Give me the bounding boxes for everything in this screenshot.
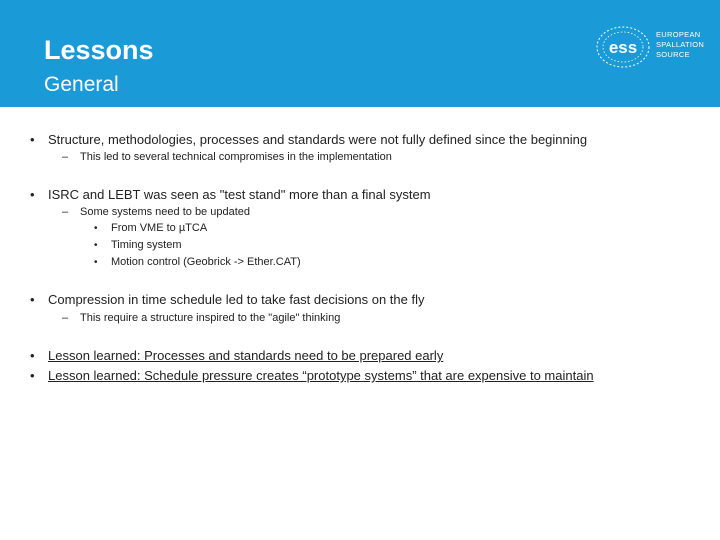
bullet-marker: • <box>30 132 35 147</box>
logo-line-1: EUROPEAN <box>656 30 701 39</box>
dot-marker: • <box>94 240 98 251</box>
dash-marker: – <box>62 312 69 324</box>
list-item: ISRC and LEBT was seen as "test stand" more than a final system <box>48 187 431 202</box>
header-band <box>0 0 720 107</box>
bullet-marker: • <box>30 348 35 363</box>
page-subtitle: General <box>44 73 119 96</box>
ess-logo-icon <box>594 22 654 72</box>
bullet-marker: • <box>30 368 35 383</box>
sub-item: This require a structure inspired to the "agile" thinking <box>80 312 341 324</box>
logo-line-3: SOURCE <box>656 50 690 59</box>
dot-marker: • <box>94 223 98 234</box>
logo-wordmark <box>656 30 704 60</box>
dash-marker: – <box>62 206 69 218</box>
list-item: Structure, methodologies, processes and standards were not fully defined since the beginning <box>48 132 588 147</box>
bullet-marker: • <box>30 187 35 202</box>
bullet-marker: • <box>30 292 35 307</box>
dash-marker: – <box>62 151 69 163</box>
sub-item: This led to several technical compromises in the implementation <box>80 151 392 163</box>
dot-marker: • <box>94 257 98 268</box>
ess-logo <box>594 22 709 72</box>
lesson-learned-item: Lesson learned: Schedule pressure creates “prototype systems” that are expensive to maintain <box>48 368 594 383</box>
lesson-learned-item: Lesson learned: Processes and standards need to be prepared early <box>48 348 444 363</box>
sub-sub-item: Timing system <box>111 239 182 251</box>
sub-item: Some systems need to be updated <box>80 206 250 218</box>
list-item: Compression in time schedule led to take fast decisions on the fly <box>48 292 425 307</box>
sub-sub-item: From VME to µTCA <box>111 222 208 234</box>
sub-sub-item: Motion control (Geobrick -> Ether.CAT) <box>111 256 301 268</box>
logo-mark: ess <box>608 38 638 57</box>
page-title: Lessons <box>44 35 154 65</box>
logo-line-2: SPALLATION <box>656 40 705 49</box>
